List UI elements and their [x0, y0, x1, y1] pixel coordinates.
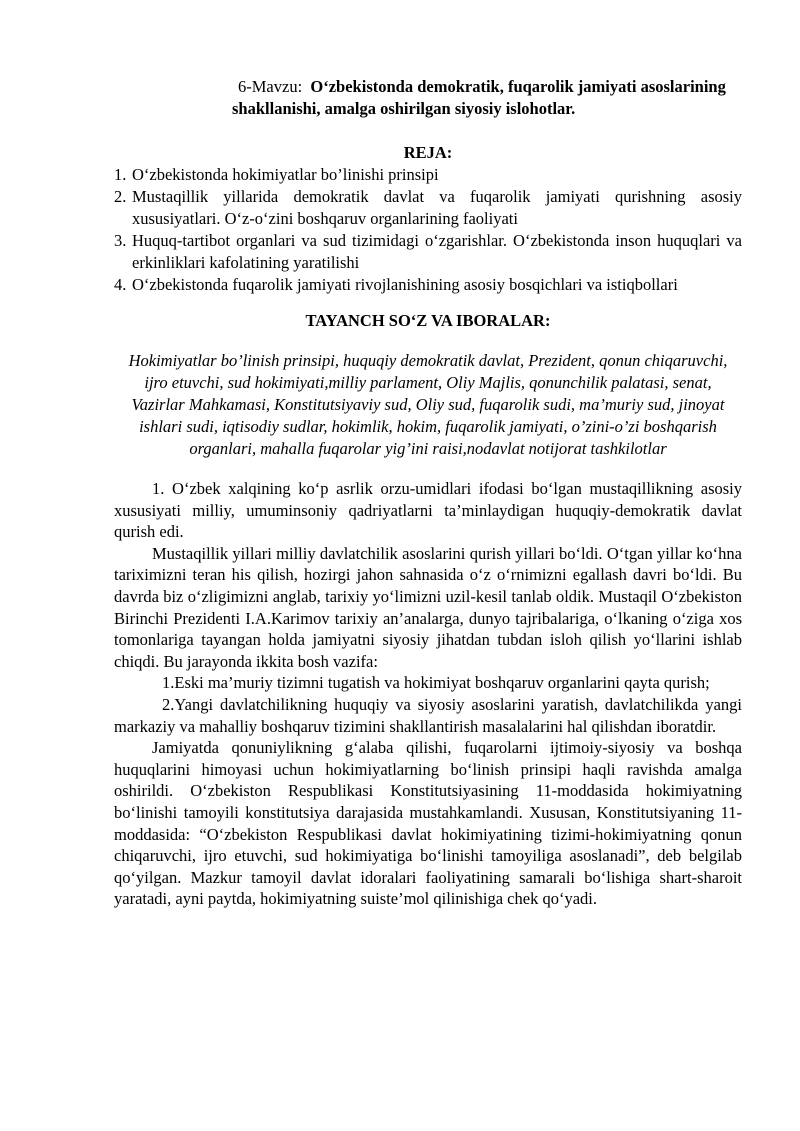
plan-item	[114, 164, 742, 186]
keywords-text: Hokimiyatlar bo’linish prinsipi, huquqiy demokratik davlat, Prezident, qonun chiqaruvchi, ijro etuvchi, sud hokimiyati,milliy parlament, Oliy Majlis, qonunchilik palatasi, senat, Vazirlar Mahkamasi, Konstitutsiyaviy sud, Oliy sud, fuqarolik sudi, ma’muriy sud, jinoyat ishlari sudi, iqtisodiy sudlar, hokimlik, hokim, fuqarolik jamiyati, o’zini-o’zi boshqarish organlari, mahalla fuqarolar yig’ini raisi,nodavlat notijorat tashkilotlar	[128, 351, 728, 458]
plan-heading: REJA:	[403, 143, 453, 162]
plan-item-text: O‘zbekistonda fuqarolik jamiyati rivojlanishining asosiy bosqichlari va istiqbollari	[132, 275, 678, 294]
paragraph: 1. O‘zbek xalqining ko‘p asrlik orzu-umidlari ifodasi bo‘lgan mustaqillikning asosiy xususiyati milliy, umuminsoniy qadriyatlarni ta’minlaydigan huquqiy-demokratik davlat qurish edi.	[114, 479, 742, 542]
document-title	[114, 76, 742, 120]
topic-number: 6-Mavzu:	[238, 77, 303, 96]
paragraph: Jamiyatda qonuniylikning g‘alaba qilishi, fuqarolarni ijtimoiy-siyosiy va boshqa huquqlarini himoyasi uchun hokimiyatlarning bo‘linish prinsipi haqli ravishda amalga oshirildi. O‘zbekiston Respublikasi Konstitutsiyasining 11-moddasida hokimiyatning bo‘linishi tamoyili konstitutsiya darajasida mustahkamlandi. Xususan, Konstitutsiyaning 11-moddasida: “O‘zbekiston Respublikasi davlat hokimiyatining tizimi-hokimiyatning qonun chiqaruvchi, ijro etuvchi, sud hokimiyatiga bo‘linishi tamoyiliga asoslanadi”, deb belgilab qo‘yilgan. Mazkur tamoyil davlat idoralari faoliyatining samarali bo‘lishiga shart-sharoit yaratadi, ayni paytda, hokimiyatning suiste’mol qilinishiga chek qo‘yadi.	[114, 738, 742, 909]
paragraph: 1.Eski ma’muriy tizimni tugatish va hokimiyat boshqaruv organlarini qayta qurish;	[162, 673, 710, 693]
title-line-1: O‘zbekistonda demokratik, fuqarolik jamiyati asoslarining	[310, 77, 726, 96]
plan-item	[114, 186, 742, 230]
plan-item-text: O‘zbekistonda hokimiyatlar bo’linishi prinsipi	[132, 165, 439, 184]
keywords-heading: TAYANCH SO‘Z VA IBORALAR:	[305, 311, 551, 330]
plan-item	[114, 230, 742, 274]
plan-item-text: Mustaqillik yillarida demokratik davlat va fuqarolik jamiyati qurishning asosiy xususiyatlari. O‘z-o‘zini boshqaruv organlarining faoliyati	[132, 187, 742, 228]
plan-item	[114, 274, 742, 296]
paragraph: Mustaqillik yillari milliy davlatchilik asoslarini qurish yillari bo‘ldi. O‘tgan yillar ko‘hna tariximizni teran his qilish, hozirgi jahon sahnasida o‘z o‘rnimizni egallash davri bo‘ldi. Bu davrda biz o‘zligimizni anglab, tarixiy yo‘limizni uzil-kesil tanlab oldik. Mustaqil O‘zbekiston Birinchi Prezidenti I.A.Karimov tarixiy an’analarga, dunyo tajribalariga, o‘lkaning o‘ziga xos tomonlariga tayangan holda jamiyatni siyosiy jihatdan tubdan isloh qilish yo‘llarini ishlab chiqdi. Bu jarayonda ikkita bosh vazifa:	[114, 543, 742, 671]
document-page	[114, 76, 742, 910]
plan-list	[114, 164, 742, 296]
plan-item-number: 3.	[114, 231, 127, 250]
title-line-2: shakllanishi, amalga oshirilgan siyosiy islohotlar.	[232, 99, 576, 118]
plan-item-number: 1.	[114, 165, 127, 184]
paragraph: 2.Yangi davlatchilikning huquqiy va siyosiy asoslarini yaratish, davlatchilikda yangi markaziy va mahalliy boshqaruv tizimini shakllantirish masalalarini hal qilishdan iboratdir.	[114, 694, 742, 736]
plan-item-text: Huquq-tartibot organlari va sud tizimidagi o‘zgarishlar. O‘zbekistonda inson huquqlari va erkinliklari kafolatining yaratilishi	[132, 231, 742, 272]
plan-item-number: 4.	[114, 275, 127, 294]
plan-item-number: 2.	[114, 187, 127, 206]
body-text	[114, 478, 742, 910]
